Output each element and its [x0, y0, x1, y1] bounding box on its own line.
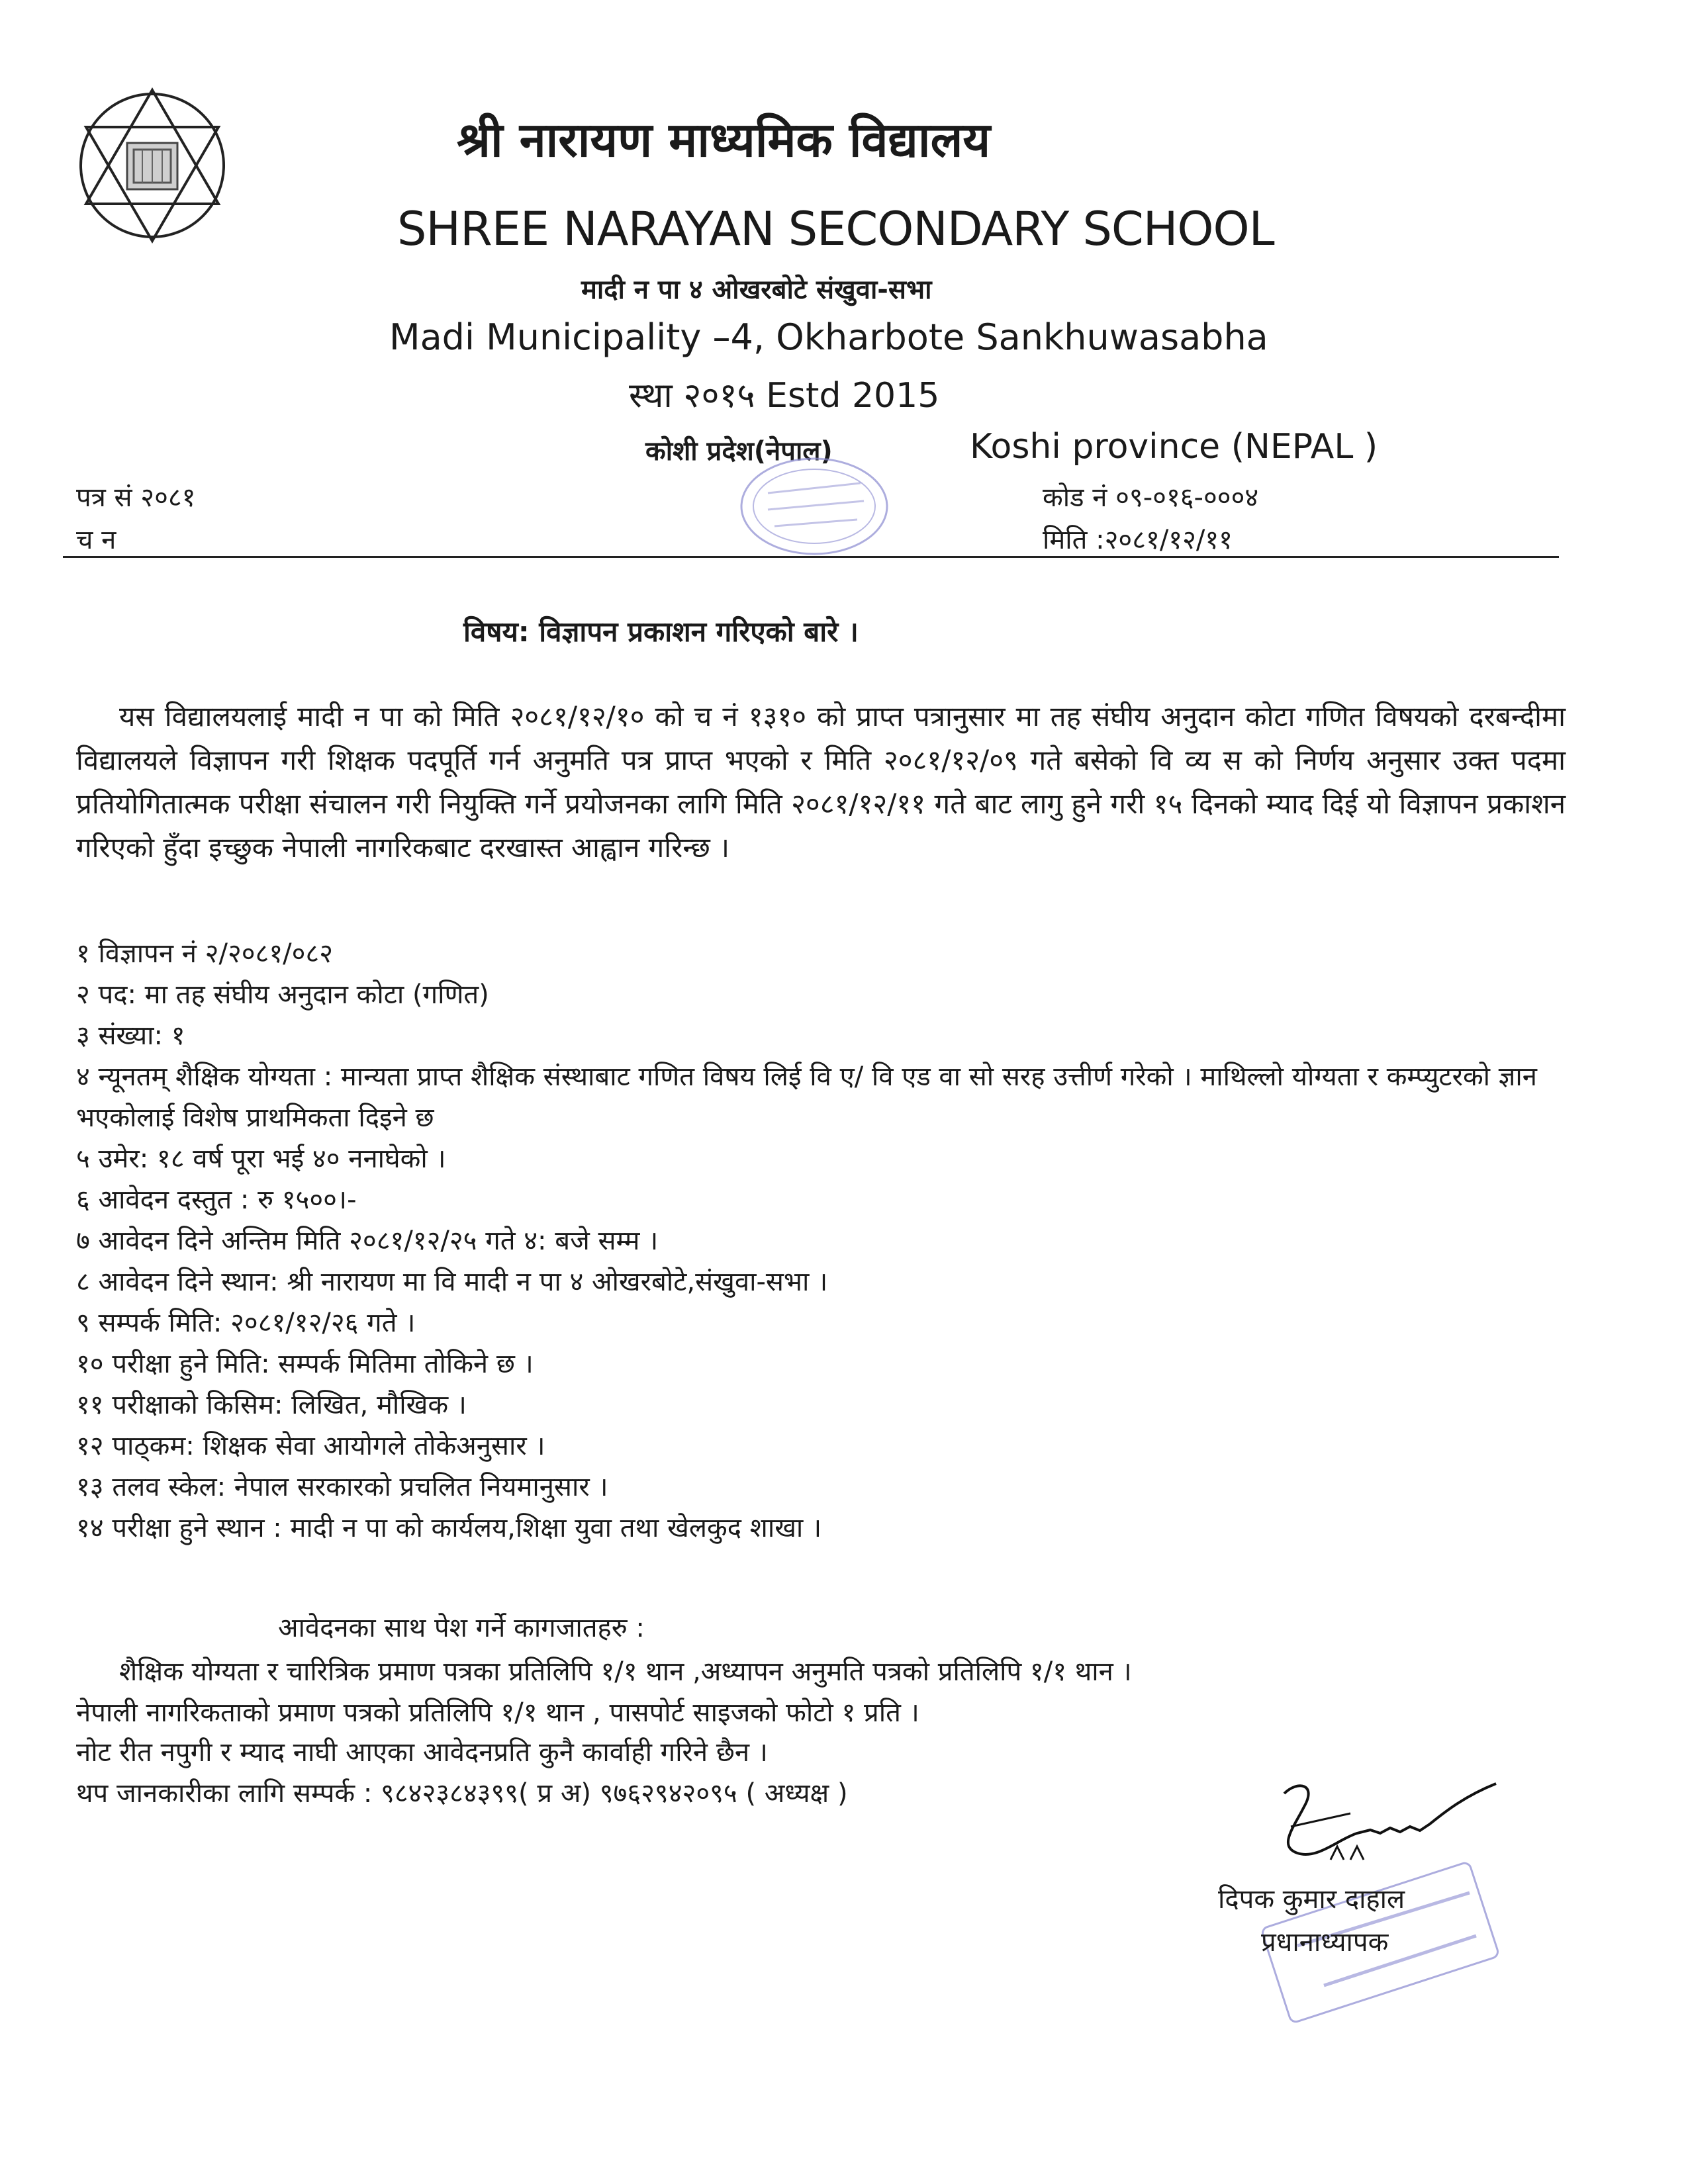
signatory-title: प्रधानाध्यापक — [1261, 1927, 1389, 1958]
contact-info: थप जानकारीका लागि सम्पर्क : ९८४२३८४३९९( प्र अ) ९७६२९४२०९५ ( अध्यक्ष ) — [76, 1778, 848, 1809]
note-text: नोट रीत नपुगी र म्याद नाघी आएका आवेदनप्रति कुनै कार्वाही गरिने छैन । — [76, 1737, 768, 1768]
established-year: स्था २०१५ Estd 2015 — [629, 376, 940, 416]
list-item: ५ उमेर: १८ वर्ष पूरा भई ४० ननाघेको । — [76, 1144, 446, 1174]
documents-line-2: नेपाली नागरिकताको प्रमाण पत्रको प्रतिलिपि १/१ थान , पासपोर्ट साइजको फोटो १ प्रति । — [76, 1698, 919, 1728]
list-item: १२ पाठ्कम: शिक्षक सेवा आयोगले तोकेअनुसार । — [76, 1431, 545, 1461]
list-item: १४ परीक्षा हुने स्थान : मादी न पा को कार्यलय,शिक्षा युवा तथा खेलकुद शाखा । — [76, 1513, 822, 1543]
list-item: ३ संख्या: १ — [76, 1021, 185, 1051]
school-name-english: SHREE NARAYAN SECONDARY SCHOOL — [397, 202, 1274, 256]
letter-subject: विषय: विज्ञापन प्रकाशन गरिएको बारे । — [463, 615, 859, 648]
list-item: ८ आवेदन दिने स्थान: श्री नारायण मा वि मादी न पा ४ ओखरबोटे,संखुवा-सभा । — [76, 1267, 828, 1297]
reference-left — [76, 477, 195, 561]
reference-right — [1043, 477, 1258, 561]
documents-heading: आवेदनका साथ पेश गर्ने कागजातहरु : — [278, 1613, 645, 1643]
body-paragraph: यस विद्यालयलाई मादी न पा को मिति २०८१/१२/१० को च नं १३१० को प्राप्त पत्रानुसार मा तह संघीय अनुदान कोटा गणित विषयको दरबन्दीमा विद्यालयले विज्ञापन गरी शिक्षक पदपूर्ति गर्न अनुमति पत्र प्राप्त भएको र मिति २०८१/१२/०९ गते बसेको वि व्य स को निर्णय अनुसार उक्त पदमा प्रतियोगितात्मक परीक्षा संचालन गरी नियुक्ति गर्ने प्रयोजनका लागि मिति २०८१/१२/११ गते बाट लागु हुने गरी १५ दिनको म्याद दिई यो विज्ञापन प्रकाशन गरिएको हुँदा इच्छुक नेपाली नागरिकबाट दरखास्त आह्वान गरिन्छ । — [76, 700, 1566, 864]
code-number: कोड नं ०९-०१६-०००४ — [1043, 482, 1259, 513]
signatory-name: दिपक कुमार दाहाल — [1218, 1884, 1405, 1915]
list-item: ११ परीक्षाको किसिम: लिखित, मौखिक । — [76, 1390, 467, 1420]
list-item: १ विज्ञापन नं २/२०८१/०८२ — [76, 938, 334, 969]
header-divider — [63, 556, 1559, 558]
school-emblem-icon — [73, 86, 232, 245]
dispatch-number: च न — [76, 525, 117, 555]
school-stamp-icon — [735, 453, 894, 559]
list-item: ७ आवेदन दिने अन्तिम मिति २०८१/१२/२५ गते ४: बजे सम्म । — [76, 1226, 659, 1256]
letter-number: पत्र सं २०८१ — [76, 482, 196, 513]
letter-date: मिति :२०८१/१२/११ — [1043, 525, 1233, 555]
documents-line-1: शैक्षिक योग्यता र चारित्रिक प्रमाण पत्रका प्रतिलिपि १/१ थान ,अध्यापन अनुमति पत्रको प्रतिलिपि १/१ थान । — [119, 1657, 1132, 1687]
advertisement-details-list — [76, 933, 1566, 1549]
province-nepali: कोशी प्रदेश(नेपाल) — [645, 436, 833, 467]
address-english: Madi Municipality –4, Okharbote Sankhuwasabha — [389, 316, 1268, 358]
list-item: ६ आवेदन दस्तुत : रु १५००।- — [76, 1185, 357, 1215]
list-item: ९ सम्पर्क मिति: २०८१/१२/२६ गते । — [76, 1308, 416, 1338]
documents-text — [76, 1651, 1566, 1733]
school-name-nepali: श्री नारायण माध्यमिक विद्यालय — [457, 112, 991, 167]
address-nepali: मादी न पा ४ ओखरबोटे संखुवा-सभा — [581, 275, 932, 305]
province-english: Koshi province (NEPAL ) — [970, 427, 1378, 467]
list-item: ४ न्यूनतम् शैक्षिक योग्यता : मान्यता प्राप्त शैक्षिक संस्थाबाट गणित विषय लिई वि ए/ वि एड वा सो सरह उत्तीर्ण गरेको । माथिल्लो योग्यता र कम्प्युटरको ज्ञान भएकोलाई विशेष प्राथमिकता दिइने छ — [76, 1062, 1537, 1133]
list-item: १३ तलव स्केल: नेपाल सरकारको प्रचलित नियमानुसार । — [76, 1472, 608, 1502]
list-item: २ पद: मा तह संघीय अनुदान कोटा (गणित) — [76, 979, 489, 1010]
list-item: १० परीक्षा हुने मिति: सम्पर्क मितिमा तोकिने छ । — [76, 1349, 534, 1379]
